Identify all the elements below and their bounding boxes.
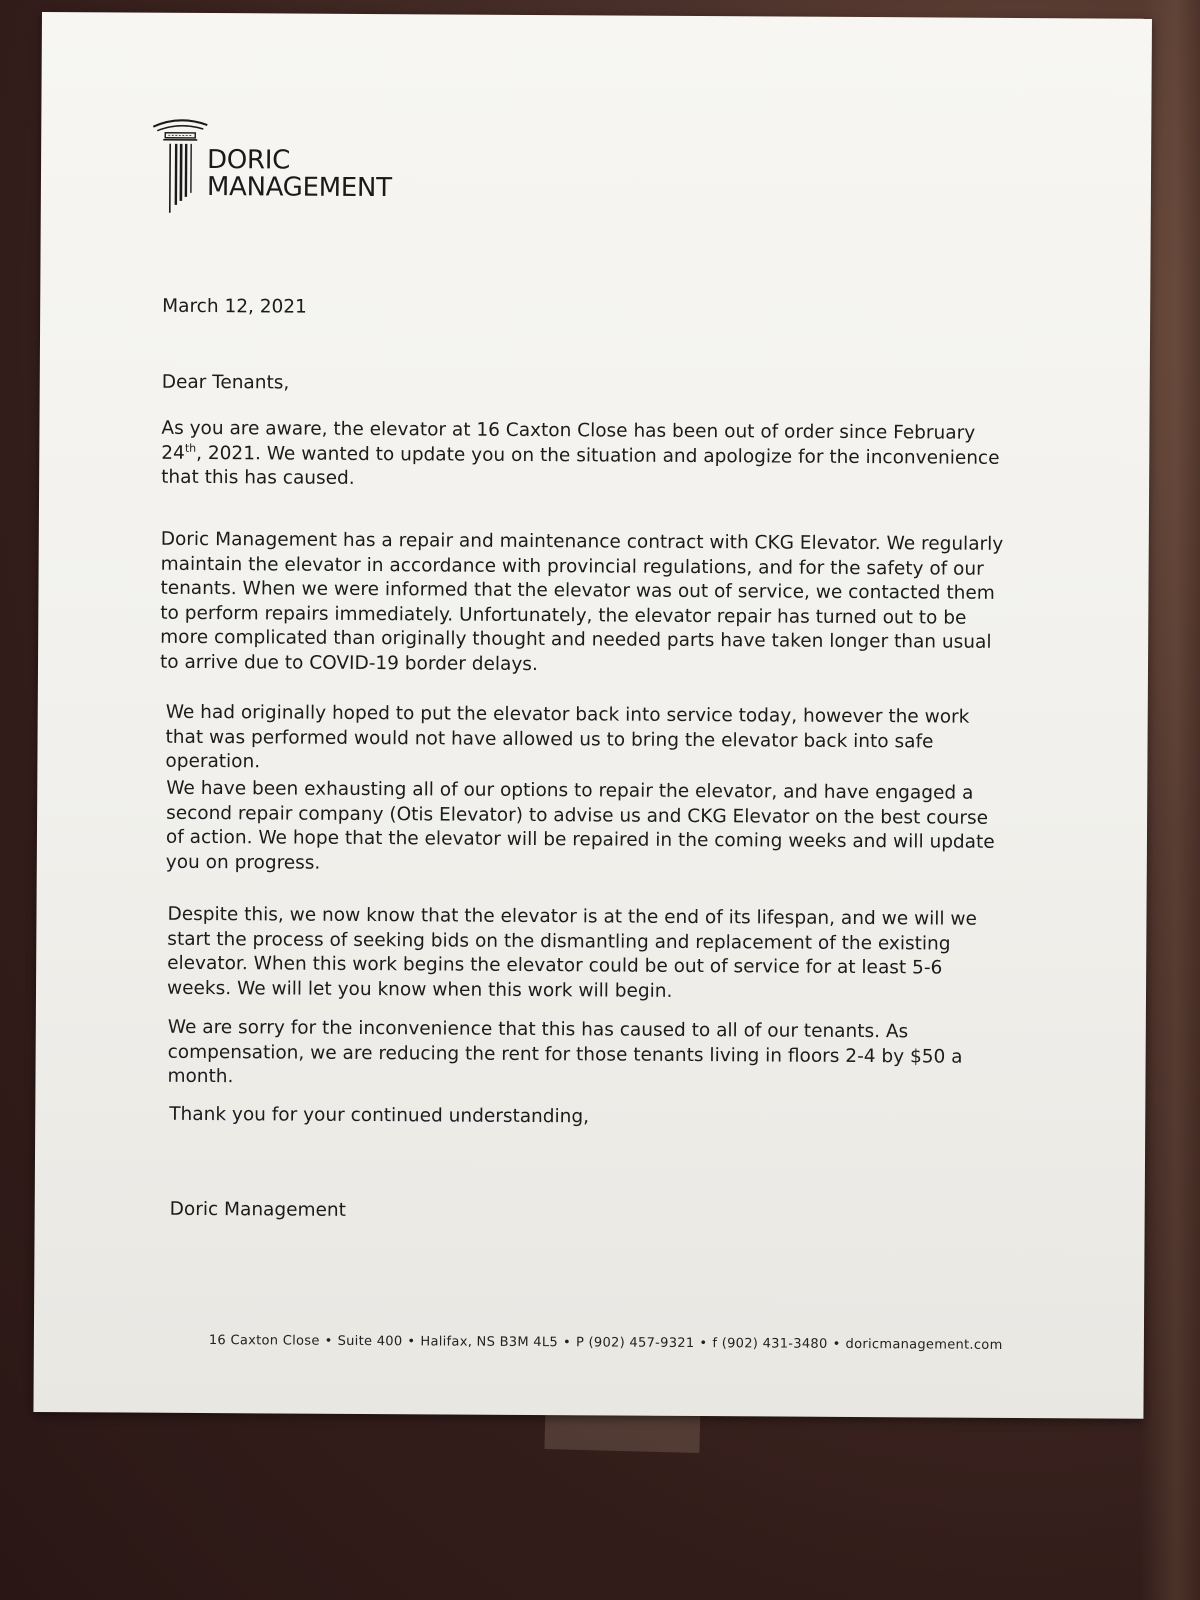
paragraph-2: Doric Management has a repair and maintenance contract with CKG Elevator. We regularly maintain the elevator in accordance with provincial regulations, and for the safety of our tenants. When we were informed that the elevator was out of service, we contacted them to perform repairs immediately. Unfortunately, the elevator repair has turned out to be more complicated than originally thought and needed parts have taken longer than usual to arrive due to COVID-19 border delays. xyxy=(159,528,1004,675)
logo-wordmark xyxy=(207,147,392,202)
paragraph-1 xyxy=(161,417,1006,496)
footer-phone: P (902) 457-9321 xyxy=(575,1335,695,1352)
letter-sheet xyxy=(33,12,1152,1419)
signature: Doric Management xyxy=(169,1198,346,1221)
footer-suite: Suite 400 xyxy=(337,1333,403,1350)
paragraph-5: Despite this, we now know that the elevator is at the end of its lifespan, and we will we start the process of seeking bids on the dismantling and replacement of the existing elevator. When this work begins the elevator could be out of service for at least 5-6 weeks. We will let you know when this work will begin. xyxy=(166,903,978,1002)
bullet-separator: • xyxy=(324,1333,333,1349)
letter-body xyxy=(159,13,1024,1221)
bullet-separator: • xyxy=(407,1334,416,1350)
paragraph-1-end: , 2021. We wanted to update you on the situation and apologize for the inconvenience that this has caused. xyxy=(161,442,1000,489)
paragraph-3: We had originally hoped to put the elevator back into service today, however the work that was performed would not have allowed us to bring the elevator back into safe operation. xyxy=(165,701,970,773)
bullet-separator: • xyxy=(562,1335,572,1351)
column-icon xyxy=(149,113,210,228)
paragraph-4: We have been exhausting all of our options to repair the elevator, and have engaged a second repair company (Otis Elevator) to advise us and CKG Elevator on the best course of action. We hope that the elevator will be repaired in the coming weeks and will update you on progress. xyxy=(165,777,995,874)
logo-line-doric: DORIC xyxy=(207,145,291,176)
paragraph-6: We are sorry for the inconvenience that this has caused to all of our tenants. As compensation, we are reducing the rent for those tenants living in floors 2-4 by $50 a month. xyxy=(167,1016,963,1088)
footer-website: doricmanagement.com xyxy=(845,1336,1003,1353)
bullet-separator: • xyxy=(832,1336,841,1352)
bullet-separator: • xyxy=(699,1336,708,1352)
logo-line-management: MANAGEMENT xyxy=(206,172,392,204)
letter-date: March 12, 2021 xyxy=(162,295,307,318)
paragraph-1-start: As you are aware, the elevator at 16 Caxton Close has been out of order since February 24 xyxy=(161,417,976,464)
footer-fax: f (902) 431-3480 xyxy=(712,1336,828,1352)
footer-address: 16 Caxton Close xyxy=(208,1333,320,1349)
closing-line: Thank you for your continued understanding, xyxy=(169,1103,590,1128)
salutation: Dear Tenants, xyxy=(161,371,290,394)
footer-city: Halifax, NS B3M 4L5 xyxy=(420,1334,559,1351)
ordinal-suffix: th xyxy=(184,441,197,455)
company-logo xyxy=(149,113,450,230)
footer-contact xyxy=(209,1333,1003,1353)
